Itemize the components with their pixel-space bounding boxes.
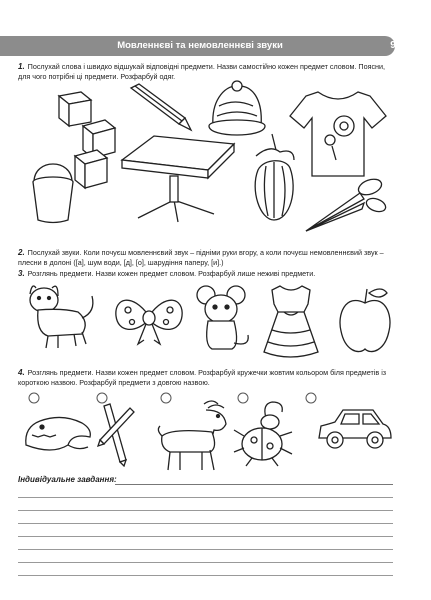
goat-icon [152,398,237,473]
task-number: 2. [18,248,25,257]
writing-line[interactable] [18,497,393,498]
page-title: Мовленнєві та немовленнєві звуки [117,40,283,51]
pencil-icon [125,82,195,132]
scissors-icon [302,175,387,237]
mouse-icon [190,283,252,356]
kitten-icon [18,282,98,352]
task-2 [18,248,396,267]
answer-circle[interactable] [28,392,40,404]
pencils-icon [96,402,138,467]
task-number: 3. [18,269,25,278]
writing-line[interactable] [18,523,393,524]
bucket-icon [28,160,78,225]
writing-line[interactable] [18,536,393,537]
writing-line[interactable] [18,549,393,550]
apple-icon [335,285,395,357]
task-text: Послухай звуки. Коли почуєш мовленнєвий звук – підніми руки вгору, а коли почуєш немовленнєвий звук – плесни в долоні ([а], шум води, [д], [о], шарудіння паперу, [и].) [18,248,384,267]
table-icon [118,130,238,225]
task-text: Розглянь предмети. Назви кожен предмет словом. Розфарбуй лише неживі предмети. [27,269,316,278]
task-4 [18,368,396,387]
writing-line[interactable] [18,575,393,576]
tshirt-icon [288,88,388,180]
writing-line[interactable] [18,510,393,511]
crocodile-icon [22,405,94,457]
individual-task-label: Індивідуальне завдання: [18,475,117,484]
dress-icon [258,282,323,360]
task-number: 1. [18,62,25,71]
pumpkin-icon [250,130,300,225]
page-number: 9 [390,40,396,51]
task-text: Послухай слова і швидко відшукай відповідні предмети. Назви самостійно кожен предмет словом. Поясни, для чого потрібні ці предмети. Розфарбуй одяг. [18,62,386,81]
bow-icon [112,290,187,348]
task-text: Розглянь предмети. Назви кожен предмет словом. Розфарбуй кружечки жовтим кольором біля предметів із короткою назвою. Розфарбуй предмети з довгою назвою. [18,368,387,387]
task-3 [18,269,396,279]
writing-line[interactable] [115,484,393,485]
beetle-icon [232,400,297,468]
writing-line[interactable] [18,562,393,563]
car-icon [315,402,395,457]
task-number: 4. [18,368,25,377]
